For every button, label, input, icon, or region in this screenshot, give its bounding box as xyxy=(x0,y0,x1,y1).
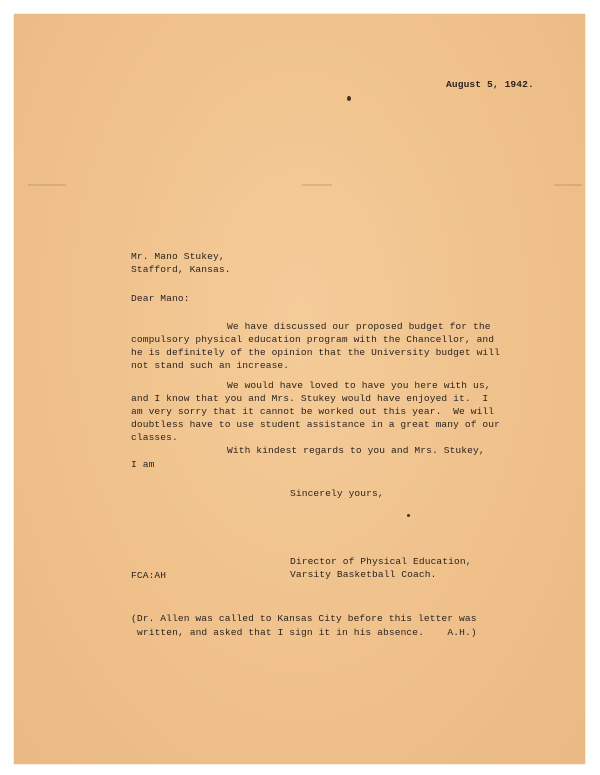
body-line: compulsory physical education program with the Chancellor, and xyxy=(131,334,495,345)
typist-initials: FCA:AH xyxy=(131,570,167,581)
body-line: doubtless have to use student assistance in a great many of our xyxy=(131,419,501,430)
ink-blot xyxy=(347,96,351,101)
signature-title-line: Director of Physical Education, xyxy=(290,556,472,567)
scan-artifact xyxy=(302,184,332,186)
body-line: not stand such an increase. xyxy=(131,360,290,371)
closing: Sincerely yours, xyxy=(290,488,384,499)
body-line: I am xyxy=(131,459,155,470)
body-line: classes. xyxy=(131,432,178,443)
body-line: We would have loved to have you here with us, xyxy=(227,380,491,391)
body-line: With kindest regards to you and Mrs. Stukey, xyxy=(227,445,485,456)
scan-artifact xyxy=(554,184,582,186)
recipient-name: Mr. Mano Stukey, xyxy=(131,251,225,262)
postscript-line: (Dr. Allen was called to Kansas City before this letter was xyxy=(131,613,477,624)
letter-page xyxy=(14,14,585,764)
body-line: and I know that you and Mrs. Stukey would have enjoyed it. I xyxy=(131,393,489,404)
scan-artifact xyxy=(28,184,66,186)
postscript-line: written, and asked that I sign it in his absence. A.H.) xyxy=(137,627,477,638)
body-line: he is definitely of the opinion that the University budget will xyxy=(131,347,501,358)
salutation: Dear Mano: xyxy=(131,293,190,304)
body-line: We have discussed our proposed budget for the xyxy=(227,321,491,332)
recipient-location: Stafford, Kansas. xyxy=(131,264,231,275)
signature-title-line: Varsity Basketball Coach. xyxy=(290,569,437,580)
letter-date: August 5, 1942. xyxy=(446,79,534,90)
ink-blot xyxy=(407,514,410,517)
body-line: am very sorry that it cannot be worked out this year. We will xyxy=(131,406,495,417)
